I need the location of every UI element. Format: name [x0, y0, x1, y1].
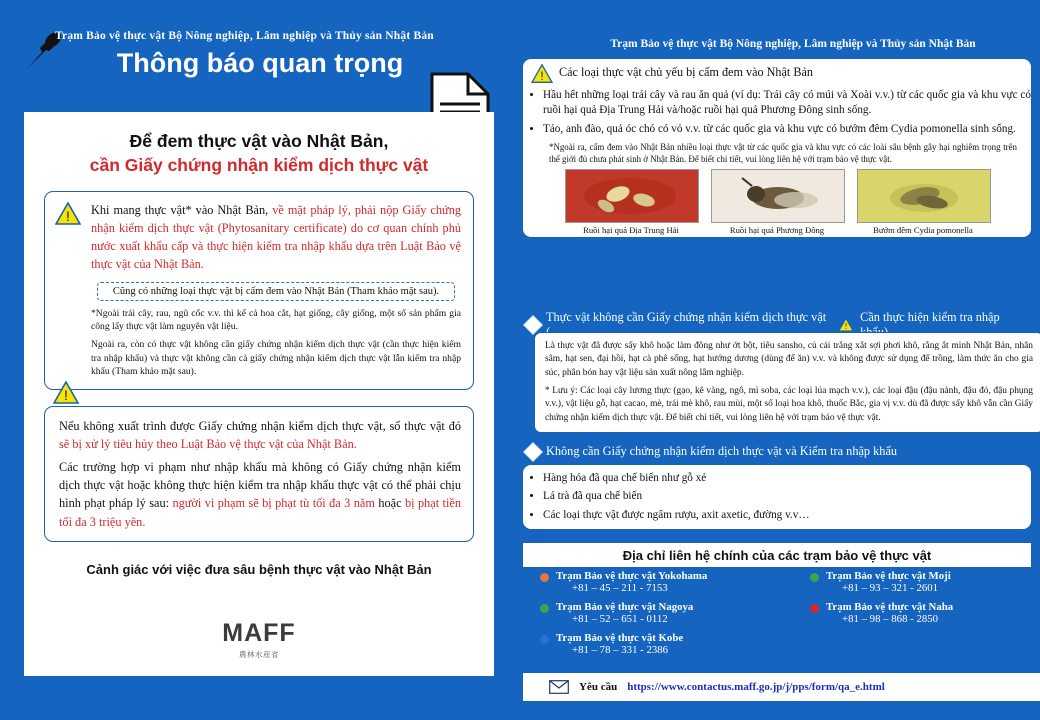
left-header-text: Trạm Bảo vệ thực vật Bộ Nông nghiệp, Lâm nghiệp và Thủy sản Nhật Bản [55, 30, 434, 42]
requirement-box [44, 191, 474, 389]
station-phone: +81 – 93 – 321 - 2601 [842, 582, 939, 594]
station-dot-icon [810, 573, 819, 582]
svg-text:!: ! [845, 322, 848, 332]
no-certificate-text-a: Thực vật không cần Giấy chứng nhận kiểm dịch thực vật [546, 310, 827, 324]
oriental-fruit-fly-photo [711, 169, 845, 223]
list-item [540, 632, 790, 656]
pest-photo-cell-1 [565, 169, 697, 235]
mail-icon [549, 680, 569, 694]
list-item: • Lá trà đã qua chế biến [543, 489, 1031, 504]
warning-triangle-icon-2 [53, 381, 79, 405]
photo-caption: Ruồi hại quả Địa Trung Hải [583, 225, 679, 236]
station-name: Trạm Bảo vệ thực vật Kobe [556, 632, 684, 644]
list-item [540, 601, 790, 625]
requirement-paragraph [91, 202, 461, 273]
penalty-paragraph-1 [59, 417, 461, 454]
list-item: • Hàng hóa đã qua chế biến như gỗ xẻ [543, 471, 1031, 486]
photo-caption: Bướm đêm Cydia pomonella [873, 225, 973, 236]
left-poster-panel [0, 0, 510, 720]
warning-triangle-icon-4 [838, 318, 854, 332]
svg-text:!: ! [66, 208, 70, 225]
contact-label: Yêu cầu [579, 681, 618, 693]
station-name: Trạm Bảo vệ thực vật Yokohama [556, 570, 708, 582]
alert-line: Cảnh giác với việc đưa sâu bệnh thực vật vào Nhật Bản [86, 562, 432, 578]
station-name: Trạm Bảo vệ thực vật Nagoya [556, 601, 694, 613]
card-title-line2: cần Giấy chứng nhận kiểm dịch thực vật [89, 154, 429, 175]
card-title-line1: Để đem thực vật vào Nhật Bản, [129, 131, 389, 151]
no-inspection-row [526, 444, 1030, 459]
requirement-text-a: Khi mang thực vật* vào Nhật Bản, [91, 203, 273, 218]
station-dot-icon [540, 573, 549, 582]
penalty-text-e: hoặc [374, 496, 405, 511]
address-section-title [522, 542, 1032, 568]
page-title: Thông báo quan trọng [116, 48, 404, 78]
penalty-text-f: bị phạt tiền tối đa 3 triệu yên. [59, 496, 461, 529]
prohibited-plants-box [522, 58, 1032, 238]
station-name: Trạm Bảo vệ thực vật Naha [826, 601, 954, 613]
penalty-box [44, 386, 474, 543]
list-item [810, 601, 1040, 625]
mediterranean-fruit-fly-photo [565, 169, 699, 223]
warning-triangle-icon-3 [531, 64, 553, 84]
station-column-left [540, 570, 790, 663]
prohibited-plants-list [523, 88, 1031, 137]
diamond-bullet-icon-2 [523, 442, 543, 462]
no-inspection-list [523, 471, 1031, 523]
station-dot-icon [540, 635, 549, 644]
station-column-right [810, 570, 1040, 632]
right-poster-panel [512, 0, 1040, 720]
address-section-title-text: Địa chỉ liên hệ chính của các trạm bảo vệ thực vật [622, 547, 932, 563]
no-certificate-paragraph-1: Là thực vật đã được sấy khô hoặc làm đông như ớt bột, tiêu sansho, củ cải trắng xắt sợi phơi khô, rằng ắt minh Nhật Bản, nhân sâm, hạt sen, đại hồi, hạt cà phê sống, hạt hướng dương (dùng để ăn) v.v. và không được sử dụng để trồng, làm thức ăn cho gia súc, phân bón hay vật liệu sản xuất nông lâm nghiệp. [545, 341, 1033, 378]
pest-photo-row [523, 169, 1031, 235]
list-item: • Hầu hết những loại trái cây và rau ăn quả (ví dụ: Trái cây có múi và Xoài v.v.) từ các quốc gia và khu vực có ruồi hại quả Địa Trung Hải và/hoặc ruồi hại quả Phương Đông sinh sống. [543, 88, 1031, 119]
svg-text:!: ! [64, 386, 68, 403]
penalty-text-d: người vi phạm sẽ bị phạt tù tối đa 3 năm [172, 496, 375, 511]
footnote-2: Ngoài ra, còn có thực vật không cần giấy chứng nhận kiểm dịch thực vật (cần thực hiện kiểm tra nhập khẩu) và thực vật không cần cả giấy chứng nhận kiểm dịch thực vật lẫn kiểm tra nhập khẩu (Tham khảo mặt sau). [91, 339, 461, 378]
list-item: • Táo, anh đào, quả óc chó có vỏ v.v. từ các quốc gia và khu vực có bướm đêm Cydia pomonella sinh sống. [543, 122, 1031, 137]
prohibited-plants-note: *Ngoài ra, cấm đem vào Nhật Bản nhiều loại thực vật từ các quốc gia và khu vực có các loài sâu bệnh gây hại nghiêm trọng trên thế giới đủ chưa phát sinh ở Nhật Bản. Để biết chi tiết, vui lòng liên hệ với trạm bảo vệ thực vật. [549, 142, 1017, 165]
no-certificate-text-b: Cần thực hiện kiểm tra nhập [860, 310, 1000, 324]
svg-text:!: ! [540, 69, 544, 83]
penalty-text-a: Nếu không xuất trình được Giấy chứng nhận kiểm dịch thực vật, số thực vật đó [59, 418, 461, 433]
no-inspection-text: Không cần Giấy chứng nhận kiểm dịch thực vật và Kiểm tra nhập khẩu [546, 444, 898, 458]
station-address-list [522, 570, 1030, 670]
penalty-text-c: Các trường hợp vi phạm như nhập khẩu mà không có Giấy chứng nhận kiểm dịch thực vật hoặc không thực hiện kiểm tra nhập khẩu thực vật có thể phải chịu hình phạt pháp lý sau: [59, 459, 461, 511]
left-white-card [24, 112, 494, 676]
station-phone: +81 – 98 – 868 - 2850 [842, 613, 939, 625]
maff-logo-block [26, 619, 492, 660]
station-phone: +81 – 52 – 651 - 0112 [572, 613, 668, 625]
maff-logo-text: MAFF [222, 619, 296, 647]
penalty-paragraph-2 [59, 458, 461, 532]
contact-footer-bar[interactable] [522, 672, 1040, 702]
prohibited-plants-heading [523, 59, 1031, 86]
cydia-pomonella-photo [857, 169, 991, 223]
station-dot-icon [810, 604, 819, 613]
station-phone: +81 – 45 – 211 - 7153 [572, 582, 668, 594]
station-name: Trạm Bảo vệ thực vật Moji [826, 570, 951, 582]
list-item: • Các loại thực vật được ngâm rượu, axit axetic, đường v.v… [543, 508, 1031, 523]
pest-photo-cell-2 [711, 169, 843, 235]
contact-url[interactable]: https://www.contactus.maff.go.jp/j/pps/form/qa_e.html [627, 681, 885, 693]
photo-caption: Ruồi hại quả Phương Đông [729, 225, 825, 236]
station-dot-icon [540, 604, 549, 613]
dashed-note: Cũng có những loại thực vật bị cấm đem vào Nhật Bản (Tham khảo mặt sau). [97, 282, 455, 301]
list-item [810, 570, 1040, 594]
warning-triangle-icon [55, 202, 81, 226]
card-title [46, 130, 472, 177]
station-phone: +81 – 78 – 331 - 2386 [572, 644, 669, 656]
right-header-text: Trạm Bảo vệ thực vật Bộ Nông nghiệp, Lâm nghiệp và Thủy sản Nhật Bản [610, 38, 976, 50]
footnote-1: *Ngoài trái cây, rau, ngũ cốc v.v. thì kể cả hoa cắt, hạt giống, cây giống, một số sản phẩm gia công lấy thực vật làm nguyên vật liệu. [91, 307, 461, 332]
requirement-text-b: về mặt pháp lý, phải nộp Giấy chứng nhận kiểm dịch thực vật (Phytosanitary certificate) do cơ quan chính phủ nước xuất khẩu cấp và thực hiện kiểm tra nhập khẩu dựa trên Luật Bảo vệ thực vật của Nhật Bản. [91, 203, 462, 271]
no-certificate-detail-box [534, 332, 1040, 433]
pest-photo-cell-3 [857, 169, 989, 235]
penalty-text-b: sẽ bị xử lý tiêu hủy theo Luật Bảo vệ thực vật của Nhật Bản. [59, 437, 357, 452]
list-item [540, 570, 790, 594]
maff-logo-subtext: 農林水産省 [239, 650, 279, 659]
no-inspection-list-box [522, 464, 1032, 530]
prohibited-plants-heading-text: Các loại thực vật chủ yếu bị cấm đem vào Nhật Bản [559, 65, 813, 79]
no-certificate-paragraph-2: * Lưu ý: Các loại cây lương thực (gạo, kê vàng, ngô, mì soba, các loại lúa mạch v.v.), các loại đậu (đậu nành, đậu đỏ, đậu phụng v.v.), vật liệu gỗ, hạt cacao, mè, trái mè khô, rau mùi, một số loại hoa khô, thuốc Bắc, gia vị v.v. dù đã được sấy khô vẫn cần Giấy chứng nhận kiểm dịch thực vật. Để biết chi tiết, vui lòng liên hệ với trạm bảo vệ thực vật. [545, 386, 1033, 423]
